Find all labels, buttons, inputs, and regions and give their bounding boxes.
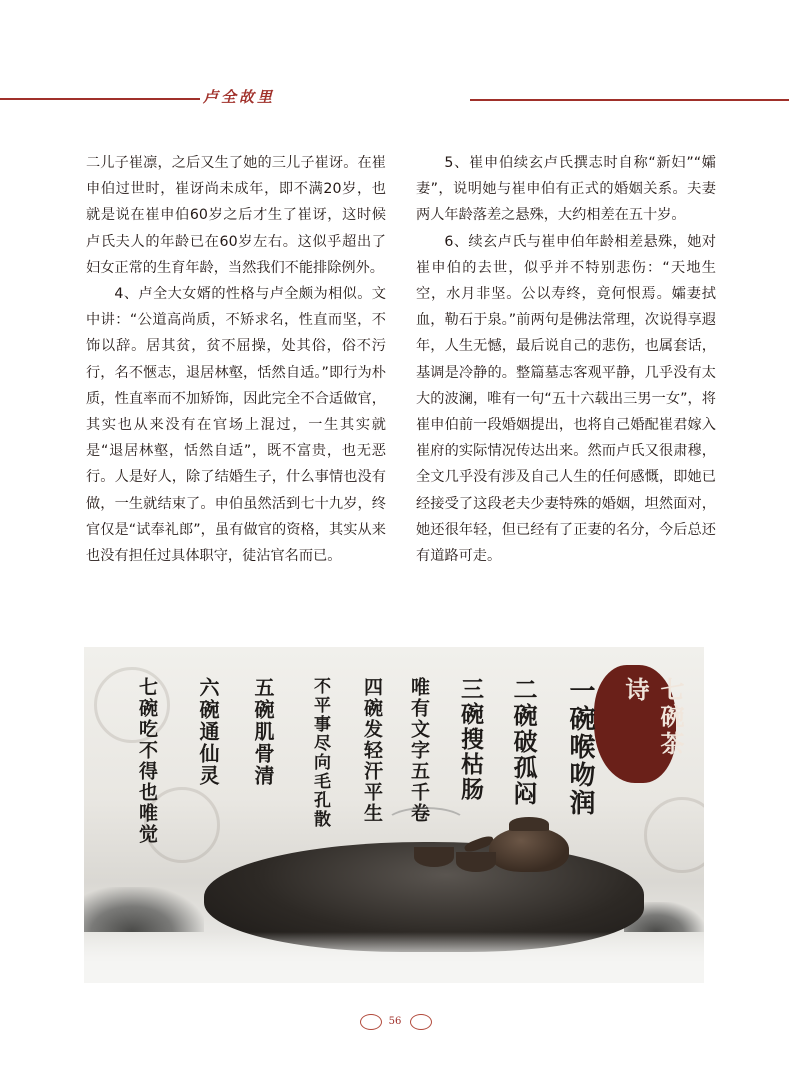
poem-line: 四碗发轻汗平生 <box>361 677 383 824</box>
teapot <box>489 827 569 872</box>
poem-line: 七碗吃不得也唯觉 <box>136 677 158 845</box>
poem-line: 二碗破孤闷 <box>509 677 538 807</box>
poem-line: 五碗肌骨清 <box>251 677 275 787</box>
steam-curl <box>384 807 468 841</box>
watermark-pattern <box>644 797 704 873</box>
paragraph: 二儿子崔凛，之后又生了她的三儿子崔讶。在崔申伯过世时，崔讶尚未成年，即不满20岁，也就是说在崔申伯60岁之后才生了崔讶，这时候卢氏夫人的年龄已在60岁左右。这似乎超出了妇女正常的生育年龄，当然我们不能排除例外。 <box>86 155 386 276</box>
tea-cup <box>414 847 454 867</box>
right-text-column <box>416 150 716 569</box>
paragraph: 5、崔申伯续玄卢氏撰志时自称“新妇”“孀妻”，说明她与崔申伯有正式的婚姻关系。夫妻两人年龄落差之悬殊，大约相差在五十岁。 <box>416 155 716 224</box>
left-text-column <box>86 150 386 569</box>
page-footer <box>0 1010 789 1040</box>
water-reflection <box>84 932 704 983</box>
teapot-lid <box>509 817 549 831</box>
header-rule-left <box>0 98 200 100</box>
poem-line: 不平事尽向毛孔散 <box>310 677 330 829</box>
poem-line: 唯有文字五千卷 <box>408 677 430 824</box>
seal-stamp <box>594 665 685 783</box>
footer-ornament-left <box>360 1014 382 1030</box>
misty-trees <box>84 887 204 932</box>
footer-ornament-right <box>410 1014 432 1030</box>
tea-cup <box>456 852 496 872</box>
section-title: 卢全故里 <box>203 88 276 106</box>
poem-line: 一碗喉吻润 <box>565 677 595 817</box>
paragraph: 6、续玄卢氏与崔申伯年龄相差悬殊，她对崔申伯的去世，似乎并不特别悲伤：“天地生空，水月非坚。公以寿终，竟何恨焉。孀妻拭血，勒石于泉。”前两句是佛法常理，次说得享遐年，人生无憾，最后说自己的悲伤，也属套话，基调是冷静的。整篇墓志客观平静，几乎没有太大的波澜，唯有一句“五十六载出三男一女”，将崔申伯前一段婚姻提出，也将自己婚配崔君嫁入崔府的实际情况传达出来。然而卢氏又很肃穆，全文几乎没有涉及自己人生的任何感慨，即她已经接受了这段老夫少妻特殊的婚姻，坦然面对，她还很年轻，但已经有了正妻的名分，今后总还有道路可走。 <box>416 233 716 565</box>
page-header <box>0 0 789 120</box>
poem-line: 三碗搜枯肠 <box>457 677 484 802</box>
tea-poem-illustration <box>84 647 704 983</box>
page-number: 56 <box>388 1016 402 1027</box>
poem-line: 六碗通仙灵 <box>196 677 220 787</box>
paragraph: 4、卢全大女婿的性格与卢全颇为相似。文中讲：“公道高尚质，不矫求名，性直而坚，不饰以辞。居其贫，贫不屈操，处其俗，俗不污行，名不愜志，退居林壑，恬然自适。”即行为朴质，性直率而不加矫饰，因此完全不合适做官，其实也从来没有在官场上混过，一生其实就是“退居林壑，恬然自适”，既不富贵，也无恶行。人是好人，除了结婚生子，什么事情也没有做，一生就结束了。申伯虽然活到七十九岁，终官仅是“试奉礼郎”，虽有做官的资格，其实从来也没有担任过具体职守，徒沾官名而已。 <box>86 286 386 565</box>
header-rule-right <box>470 99 789 101</box>
seal-text: 七碗茶诗 <box>621 677 685 758</box>
